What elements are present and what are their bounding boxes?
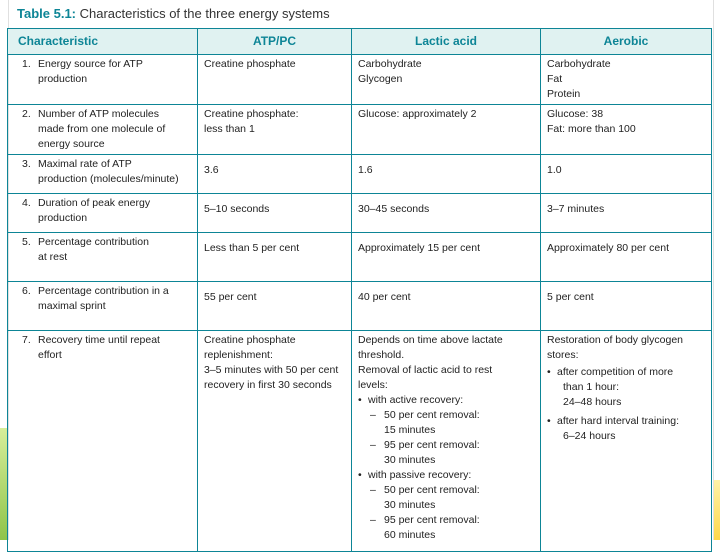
cell-atp-pc	[198, 282, 352, 331]
value-line: Fat: more than 100	[547, 123, 636, 135]
cell-aerobic	[541, 155, 712, 194]
value-line: 40 per cent	[358, 291, 411, 303]
cell-characteristic	[8, 282, 198, 331]
row-number: 4.	[22, 197, 31, 209]
list-item-text: with passive recovery:	[368, 469, 472, 481]
table-caption-label: Table 5.1:	[17, 6, 77, 21]
label-line: Recovery time until repeat	[38, 334, 160, 346]
cell-atp-pc	[198, 55, 352, 105]
value-line: 30 minutes	[384, 454, 436, 466]
value-line: Restoration of body glycogen	[547, 334, 684, 346]
cell-lactic-acid	[352, 282, 541, 331]
value-line: 6–24 hours	[563, 430, 616, 442]
cell-characteristic	[8, 55, 198, 105]
row-number: 7.	[22, 334, 31, 346]
value-line: 5–10 seconds	[204, 203, 270, 215]
cell-aerobic	[541, 194, 712, 233]
table-row	[8, 194, 712, 233]
cell-atp-pc	[198, 194, 352, 233]
value-line: after competition of more	[557, 366, 674, 378]
table-row	[8, 55, 712, 105]
sub-list-item	[358, 513, 534, 543]
value-line: Approximately 80 per cent	[547, 242, 669, 254]
dash-icon: –	[370, 514, 376, 526]
table-caption-text: Characteristics of the three energy systems	[76, 6, 330, 21]
value-line: 60 minutes	[384, 529, 436, 541]
value-line: 24–48 hours	[563, 396, 622, 408]
value-line: Removal of lactic acid to rest	[358, 364, 493, 376]
value-line: Creatine phosphate	[204, 58, 296, 70]
value-line: less than 1	[204, 123, 255, 135]
row-number: 6.	[22, 285, 31, 297]
cell-lactic-acid	[352, 155, 541, 194]
value-line: Glucose: 38	[547, 108, 604, 120]
list-item-text: with active recovery:	[368, 394, 464, 406]
bullet-icon: •	[358, 394, 362, 406]
cell-characteristic	[8, 105, 198, 155]
label-line: effort	[38, 349, 62, 361]
value-line: than 1 hour:	[563, 381, 620, 393]
energy-systems-table	[7, 28, 712, 552]
cell-lactic-acid	[352, 55, 541, 105]
bullet-icon: •	[358, 469, 362, 481]
value-line: after hard interval training:	[557, 415, 679, 427]
value-line: 1.0	[547, 164, 562, 176]
label-line: maximal sprint	[38, 300, 106, 312]
value-line: Protein	[547, 88, 581, 100]
table-caption	[17, 6, 330, 21]
dash-icon: –	[370, 409, 376, 421]
label-line: at rest	[38, 251, 68, 263]
bullet-icon: •	[547, 415, 551, 427]
value-line: 30–45 seconds	[358, 203, 430, 215]
header-lactic-acid: Lactic acid	[352, 29, 541, 55]
value-line: Creatine phosphate	[204, 334, 296, 346]
list-item	[547, 414, 705, 444]
value-line: 3–7 minutes	[547, 203, 605, 215]
table-row	[8, 155, 712, 194]
table-row	[8, 105, 712, 155]
cell-lactic-acid	[352, 105, 541, 155]
sub-list-item	[358, 438, 534, 468]
label-line: production	[38, 73, 88, 85]
label-line: production (molecules/minute)	[38, 173, 179, 185]
header-atp-pc: ATP/PC	[198, 29, 352, 55]
value-line: Carbohydrate	[358, 58, 422, 70]
value-line: Glucose: approximately 2	[358, 108, 477, 120]
value-line: 55 per cent	[204, 291, 257, 303]
value-line: stores:	[547, 349, 579, 361]
list-item	[547, 365, 705, 410]
list-item	[358, 468, 534, 483]
value-line: 50 per cent removal:	[384, 484, 480, 496]
cell-aerobic	[541, 282, 712, 331]
value-line: Less than 5 per cent	[204, 242, 300, 254]
cell-characteristic	[8, 233, 198, 282]
cell-lactic-acid	[352, 233, 541, 282]
row-number: 5.	[22, 236, 31, 248]
value-line: 95 per cent removal:	[384, 514, 480, 526]
label-line: energy source	[38, 138, 105, 150]
value-line: Creatine phosphate:	[204, 108, 299, 120]
value-line: Glycogen	[358, 73, 403, 85]
cell-atp-pc	[198, 155, 352, 194]
value-line: 1.6	[358, 164, 373, 176]
label-line: made from one molecule of	[38, 123, 166, 135]
value-line: 50 per cent removal:	[384, 409, 480, 421]
cell-characteristic	[8, 331, 198, 552]
label-line: production	[38, 212, 88, 224]
cell-atp-pc	[198, 331, 352, 552]
label-line: Energy source for ATP	[38, 58, 143, 70]
cell-characteristic	[8, 194, 198, 233]
cell-aerobic	[541, 105, 712, 155]
row-number: 1.	[22, 58, 31, 70]
table-row	[8, 233, 712, 282]
value-line: threshold.	[358, 349, 405, 361]
table-row	[8, 282, 712, 331]
dash-icon: –	[370, 439, 376, 451]
cell-atp-pc	[198, 105, 352, 155]
value-line: 3–5 minutes with 50 per cent	[204, 364, 339, 376]
value-line: recovery in first 30 seconds	[204, 379, 332, 391]
value-line: 5 per cent	[547, 291, 594, 303]
label-line: Percentage contribution	[38, 236, 149, 248]
label-line: Number of ATP molecules	[38, 108, 159, 120]
dash-icon: –	[370, 484, 376, 496]
value-line: Carbohydrate	[547, 58, 611, 70]
list-item	[358, 393, 534, 408]
sub-list-item	[358, 483, 534, 513]
cell-lactic-acid	[352, 194, 541, 233]
value-line: 15 minutes	[384, 424, 436, 436]
cell-aerobic	[541, 233, 712, 282]
value-line: levels:	[358, 379, 388, 391]
value-line: Fat	[547, 73, 563, 85]
value-line: 3.6	[204, 164, 219, 176]
value-line: 30 minutes	[384, 499, 436, 511]
cell-lactic-acid	[352, 331, 541, 552]
table-row-recovery	[8, 331, 712, 552]
label-line: Percentage contribution in a	[38, 285, 169, 297]
header-characteristic: Characteristic	[8, 29, 198, 55]
value-line: 95 per cent removal:	[384, 439, 480, 451]
value-line: Depends on time above lactate	[358, 334, 503, 346]
row-number: 3.	[22, 158, 31, 170]
label-line: Maximal rate of ATP	[38, 158, 132, 170]
value-line: replenishment:	[204, 349, 273, 361]
header-aerobic: Aerobic	[541, 29, 712, 55]
cell-aerobic	[541, 55, 712, 105]
cell-characteristic	[8, 155, 198, 194]
value-line: Approximately 15 per cent	[358, 242, 480, 254]
bullet-icon: •	[547, 366, 551, 378]
cell-atp-pc	[198, 233, 352, 282]
table-header-row	[8, 29, 712, 55]
row-number: 2.	[22, 108, 31, 120]
cell-aerobic	[541, 331, 712, 552]
label-line: Duration of peak energy	[38, 197, 151, 209]
sub-list-item	[358, 408, 534, 438]
